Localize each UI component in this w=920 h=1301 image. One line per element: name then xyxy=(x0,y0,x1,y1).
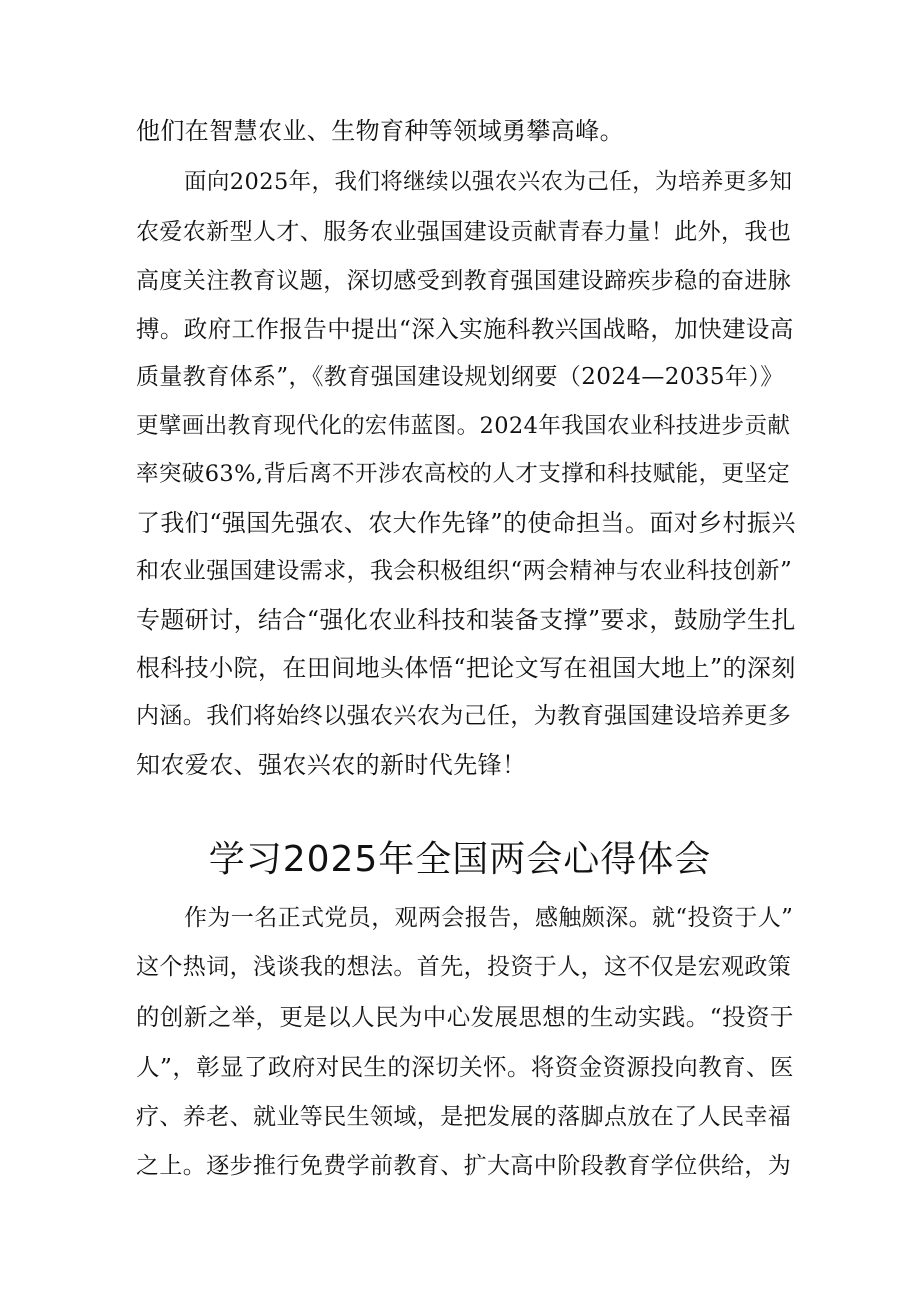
paragraph-line: 疗、养老、就业等民生领域，是把发展的落脚点放在了人民幸福 xyxy=(136,1104,792,1130)
paragraph-line: 率突破63%,背后离不开涉农高校的人才支撑和科技赋能，更坚定 xyxy=(136,461,791,487)
paragraph-line: 质量教育体系”，《教育强国建设规划纲要（2024—2035年）》 xyxy=(136,364,784,390)
paragraph-line: 这个热词，浅谈我的想法。首先，投资于人，这不仅是宏观政策 xyxy=(136,954,792,980)
paragraph-line: 之上。逐步推行免费学前教育、扩大高中阶段教育学位供给，为 xyxy=(136,1153,792,1179)
paragraph-line: 人”，彰显了政府对民生的深切关怀。将资金资源投向教育、医 xyxy=(136,1053,794,1081)
paragraph-line: 更擘画出教育现代化的宏伟蓝图。2024年我国农业科技进步贡献 xyxy=(136,413,791,439)
paragraph-line: 搏。政府工作报告中提出“深入实施科教兴国战略，加快建设高 xyxy=(136,315,794,343)
paragraph-line: 和农业强国建设需求，我会积极组织“两会精神与农业科技创新” xyxy=(136,558,793,584)
paragraph-line: 专题研讨，结合“强化农业科技和装备支撑”要求，鼓励学生扎 xyxy=(136,606,796,634)
paragraph-line: 高度关注教育议题，深切感受到教育强国建设蹄疾步稳的奋进脉 xyxy=(136,268,792,294)
paragraph-line: 作为一名正式党员，观两会报告，感触颇深。就“投资于人” xyxy=(184,905,794,931)
paragraph-line: 知农爱农、强农兴农的新时代先锋！ xyxy=(136,751,527,779)
paragraph-line: 的创新之举，更是以人民为中心发展思想的生动实践。“投资于 xyxy=(136,1003,794,1031)
section-title: 学习2025年全国两会心得体会 xyxy=(208,839,712,880)
paragraph-line: 农爱农新型人才、服务农业强国建设贡献青春力量！此外，我也 xyxy=(136,219,792,245)
paragraph-line: 内涵。我们将始终以强农兴农为己任，为教育强国建设培养更多 xyxy=(136,703,792,729)
paragraph-line: 他们在智慧农业、生物育种等领域勇攀高峰。 xyxy=(136,117,624,145)
paragraph-line: 面向2025年，我们将继续以强农兴农为己任，为培养更多知 xyxy=(184,169,793,195)
paragraph-line: 了我们“强国先强农、农大作先锋”的使命担当。面对乡村振兴 xyxy=(136,509,796,537)
paragraph-line: 根科技小院，在田间地头体悟“把论文写在祖国大地上”的深刻 xyxy=(136,654,796,682)
